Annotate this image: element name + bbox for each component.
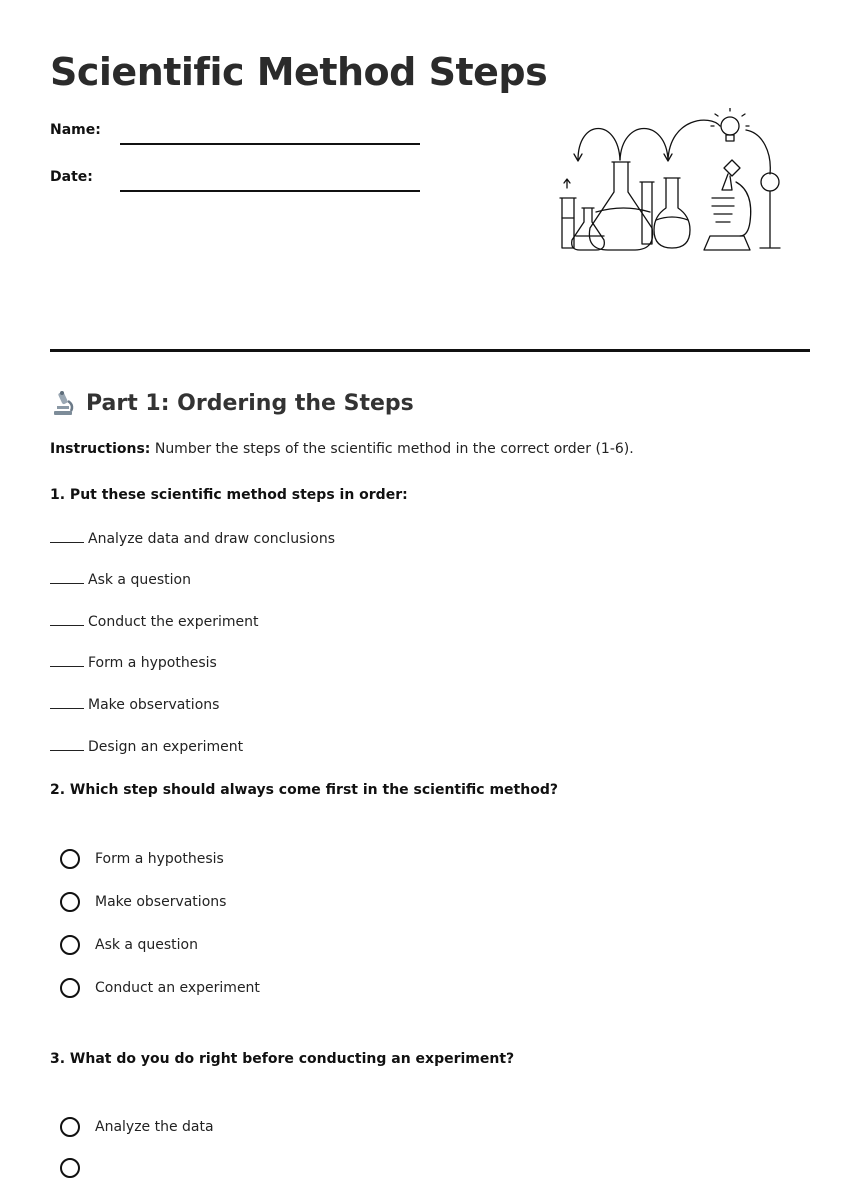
step-label: Ask a question bbox=[88, 572, 191, 588]
name-label: Name: bbox=[50, 122, 101, 138]
part1-heading bbox=[50, 389, 414, 417]
answer-option-partial[interactable] bbox=[60, 1158, 80, 1178]
ordering-step[interactable] bbox=[50, 696, 219, 713]
ordering-step[interactable] bbox=[50, 613, 258, 630]
ordering-step[interactable] bbox=[50, 654, 217, 671]
step-number-blank[interactable] bbox=[50, 696, 84, 709]
instructions-text: Number the steps of the scientific method in the correct order (1-6). bbox=[150, 441, 634, 457]
date-label: Date: bbox=[50, 169, 93, 185]
step-number-blank[interactable] bbox=[50, 530, 84, 543]
step-label: Conduct the experiment bbox=[88, 614, 259, 630]
step-label: Analyze data and draw conclusions bbox=[88, 531, 336, 547]
option-label: Make observations bbox=[95, 894, 227, 910]
option-label: Analyze the data bbox=[95, 1119, 214, 1135]
page-title: Scientific Method Steps bbox=[50, 50, 548, 94]
instructions-label: Instructions: bbox=[50, 441, 151, 457]
step-label: Make observations bbox=[88, 697, 220, 713]
date-field[interactable] bbox=[120, 190, 420, 192]
answer-option[interactable] bbox=[60, 935, 198, 955]
step-number-blank[interactable] bbox=[50, 654, 84, 667]
radio-button[interactable] bbox=[60, 892, 80, 912]
part1-heading-text: Part 1: Ordering the Steps bbox=[86, 390, 414, 416]
option-label: Form a hypothesis bbox=[95, 851, 224, 867]
answer-option[interactable] bbox=[60, 892, 226, 912]
radio-button[interactable] bbox=[60, 978, 80, 998]
step-number-blank[interactable] bbox=[50, 613, 84, 626]
radio-button[interactable] bbox=[60, 1117, 80, 1137]
instructions bbox=[50, 441, 634, 457]
question-1: 1. Put these scientific method steps in order: bbox=[50, 487, 408, 503]
step-number-blank[interactable] bbox=[50, 738, 84, 751]
option-label: Conduct an experiment bbox=[95, 980, 260, 996]
radio-button[interactable] bbox=[60, 849, 80, 869]
lab-equipment-illustration bbox=[548, 108, 788, 258]
question-3: 3. What do you do right before conducting an experiment? bbox=[50, 1051, 515, 1067]
step-label: Form a hypothesis bbox=[88, 655, 217, 671]
answer-option[interactable] bbox=[60, 978, 260, 998]
section-divider bbox=[50, 349, 810, 352]
answer-option[interactable] bbox=[60, 1117, 214, 1137]
ordering-step[interactable] bbox=[50, 738, 243, 755]
option-label: Ask a question bbox=[95, 937, 198, 953]
microscope-icon bbox=[50, 389, 76, 417]
step-label: Design an experiment bbox=[88, 739, 244, 755]
question-2: 2. Which step should always come first in the scientific method? bbox=[50, 782, 558, 798]
step-number-blank[interactable] bbox=[50, 571, 84, 584]
radio-button[interactable] bbox=[60, 1158, 80, 1178]
ordering-step[interactable] bbox=[50, 530, 335, 547]
radio-button[interactable] bbox=[60, 935, 80, 955]
name-field[interactable] bbox=[120, 143, 420, 145]
answer-option[interactable] bbox=[60, 849, 224, 869]
ordering-step[interactable] bbox=[50, 571, 191, 588]
